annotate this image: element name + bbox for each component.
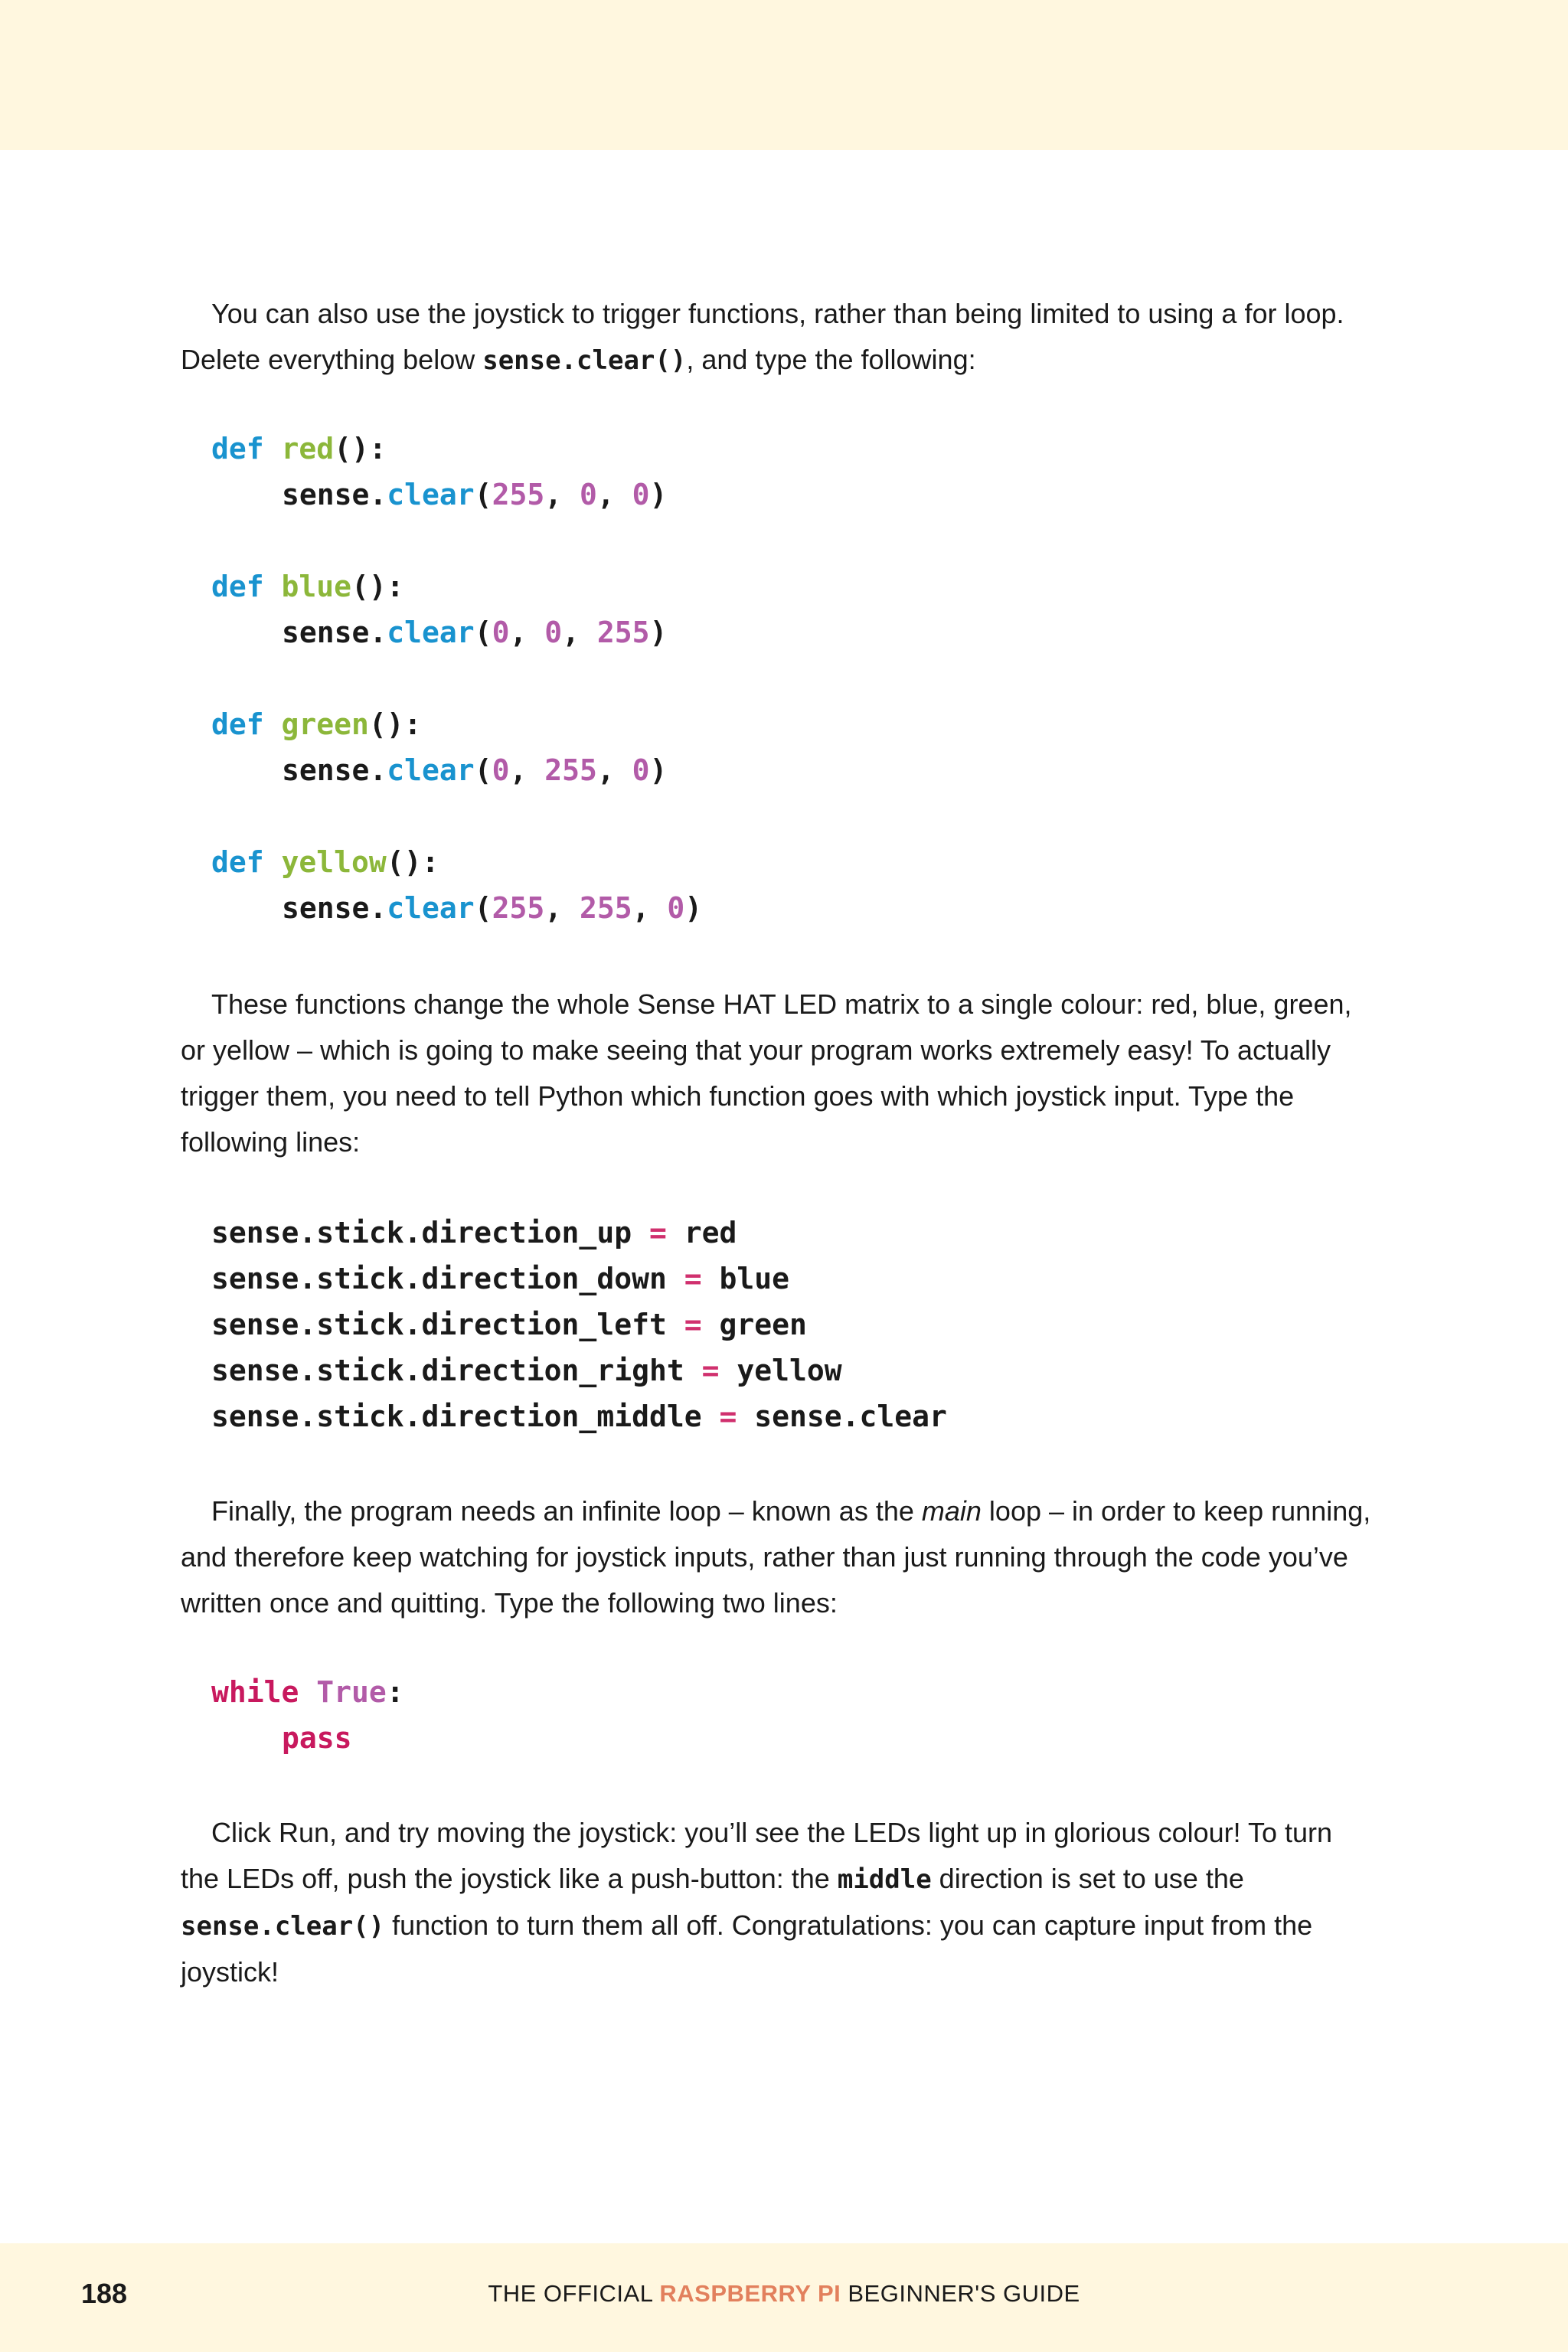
code-assignment-target: sense.stick.direction_up: [211, 1216, 632, 1250]
code-keyword: while: [211, 1675, 299, 1709]
code-object: sense.: [282, 478, 387, 511]
page-number: 188: [81, 2278, 128, 2309]
paragraph-text: loop – in order to keep running, and therefore keep watching for joystick inputs, rather than just running through the code you’ve written once and quitting. Type the following two lines:: [181, 1495, 1371, 1619]
code-method: clear: [387, 753, 475, 787]
book-title-prefix: THE OFFICIAL: [488, 2280, 660, 2307]
code-assignment-value: green: [719, 1308, 807, 1341]
paragraph-text: , and type the following:: [686, 344, 976, 375]
code-operator: =: [684, 1262, 702, 1295]
code-block-joystick: [211, 1210, 947, 1439]
paragraph-text: direction is set to use the: [931, 1863, 1244, 1894]
code-assignment-target: sense.stick.direction_middle: [211, 1400, 702, 1433]
code-function-name: green: [281, 707, 369, 741]
code-function-name: red: [281, 432, 335, 466]
header-band: [0, 0, 1568, 150]
code-number: 0: [579, 478, 597, 511]
code-assignment-value: red: [684, 1216, 737, 1250]
code-assignment-target: sense.stick.direction_left: [211, 1308, 667, 1341]
code-assignment-target: sense.stick.direction_down: [211, 1262, 667, 1295]
code-method: clear: [387, 478, 475, 511]
code-number: 255: [544, 753, 597, 787]
code-number: 255: [492, 478, 545, 511]
inline-code: sense.clear(): [181, 1911, 385, 1942]
code-number: 255: [596, 616, 650, 649]
emphasis-text: main: [921, 1495, 982, 1527]
code-number: 255: [492, 891, 545, 925]
inline-code: sense.clear(): [482, 345, 687, 376]
paragraph-functions-explanation: These functions change the whole Sense HAT LED matrix to a single colour: red, blue, green, or yellow – which is going to make seeing that your program works extremely easy! To actually trigger them, you need to tell Python which function goes with which joystick input. Type the following lines:: [181, 988, 1352, 1158]
code-operator: =: [701, 1354, 720, 1387]
paragraph-text: Finally, the program needs an infinite loop – known as the: [211, 1495, 922, 1527]
code-operator: =: [648, 1216, 667, 1250]
code-method: clear: [387, 616, 475, 649]
code-function-name: yellow: [281, 845, 387, 879]
code-number: 0: [667, 891, 685, 925]
paragraph-text: Click Run, and try moving the joystick: you’ll see the LEDs light up in glorious colour! To turn the LEDs off, push the joystick like a push-button: the: [181, 1817, 1333, 1894]
code-assignment-target: sense.stick.direction_right: [211, 1354, 684, 1387]
code-object: sense.: [282, 753, 387, 787]
paragraph-intro: [181, 291, 1375, 384]
paragraph-text: You can also use the joystick to trigger functions, rather than being limited to using a for loop. Delete everything below: [181, 298, 1344, 375]
code-operator: =: [684, 1308, 702, 1341]
code-function-name: blue: [281, 570, 352, 603]
inline-code: middle: [837, 1864, 932, 1895]
code-number: 0: [632, 753, 650, 787]
code-keyword: def: [211, 432, 264, 466]
code-assignment-value: yellow: [737, 1354, 842, 1387]
code-keyword: def: [211, 570, 264, 603]
code-number: 0: [492, 753, 510, 787]
code-block-functions: def red(): sense.clear(255, 0, 0) def blue(): sense.clear(0, 0, 255) def green(): sense.clear(0, 255, 0) def yellow(): sense.clear(255, 255, 0): [211, 432, 703, 925]
book-title: [0, 2275, 1568, 2312]
code-number: 0: [632, 478, 650, 511]
paragraph-main-loop: [181, 1488, 1375, 1626]
code-number: 0: [544, 616, 563, 649]
code-number: 255: [579, 891, 632, 925]
code-method: clear: [387, 891, 475, 925]
code-keyword: pass: [282, 1721, 352, 1755]
book-title-accent: RASPBERRY PI: [659, 2280, 841, 2307]
code-assignment-value: blue: [719, 1262, 790, 1295]
paragraph-conclusion: [181, 1810, 1375, 1995]
code-assignment-value: sense.clear: [754, 1400, 947, 1433]
code-block-loop: while True: pass: [211, 1675, 404, 1755]
code-boolean: True: [316, 1675, 387, 1709]
code-keyword: def: [211, 707, 264, 741]
code-object: sense.: [282, 616, 387, 649]
code-number: 0: [492, 616, 510, 649]
paragraph-text: function to turn them all off. Congratulations: you can capture input from the joystick!: [181, 1909, 1313, 1988]
book-title-suffix: BEGINNER'S GUIDE: [841, 2280, 1080, 2307]
code-keyword: def: [211, 845, 264, 879]
code-object: sense.: [282, 891, 387, 925]
code-operator: =: [719, 1400, 737, 1433]
